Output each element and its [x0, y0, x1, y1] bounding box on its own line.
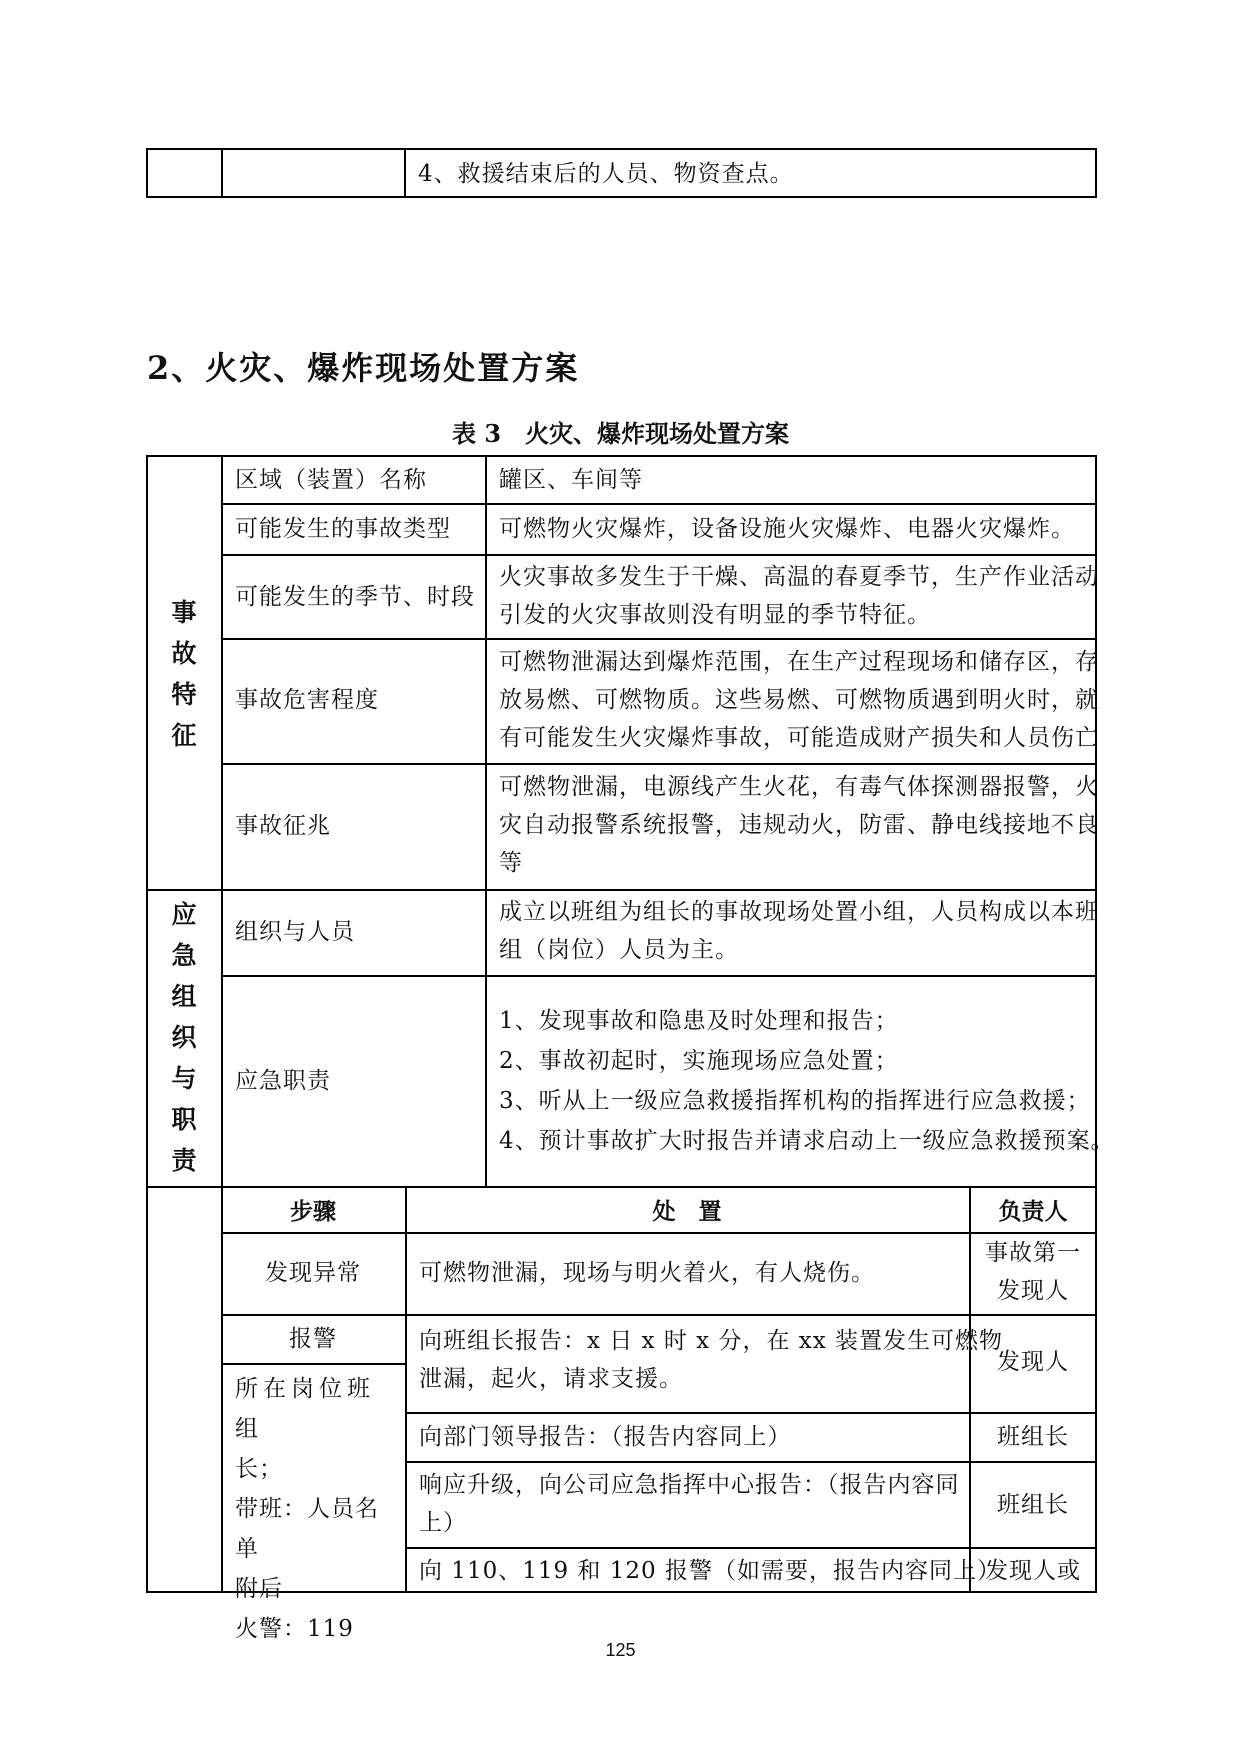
- alarm-note-line: 附后: [235, 1576, 283, 1602]
- alarm-note-line: 所在岗位班组: [235, 1376, 375, 1442]
- org-label-duties: 应急职责: [235, 1068, 331, 1094]
- feature-value-signs: [499, 768, 1099, 882]
- feature-value-type: 可燃物火灾爆炸，设备设施火灾爆炸、电器火灾爆炸。: [499, 516, 1075, 542]
- procedure-header-owner: 负责人: [998, 1198, 1068, 1225]
- procedure-action-line: 泄漏，起火，请求支援。: [419, 1366, 683, 1392]
- procedure-owner-discover-line: 事故第一: [985, 1240, 1081, 1266]
- org-value-people-line: 组（岗位）人员为主。: [499, 937, 739, 963]
- procedure-owner-call-emergency: 发现人或: [985, 1558, 1081, 1584]
- procedure-header-step: 步骤: [290, 1198, 336, 1225]
- feature-value-severity-line: 放易燃、可燃物质。这些易燃、可燃物质遇到明火时，就: [499, 687, 1099, 713]
- feature-value-season: [499, 558, 1099, 634]
- feature-value-area: 罐区、车间等: [499, 467, 643, 493]
- procedure-owner-discover: [969, 1234, 1097, 1310]
- feature-label-type: 可能发生的事故类型: [235, 516, 451, 542]
- procedure-action-report-leader: [419, 1322, 1003, 1398]
- duty-item: 2、事故初起时，实施现场应急处置；: [499, 1048, 899, 1074]
- procedure-owner-report-leader: 发现人: [997, 1349, 1069, 1375]
- feature-value-severity-line: 可燃物泄漏达到爆炸范围，在生产过程现场和储存区，存: [499, 649, 1099, 675]
- feature-label-signs: 事故征兆: [235, 813, 331, 839]
- procedure-step-discover: 发现异常: [265, 1260, 361, 1286]
- procedure-action-line: 响应升级，向公司应急指挥中心报告：（报告内容同: [419, 1472, 960, 1498]
- feature-value-severity-line: 有可能发生火灾爆炸事故，可能造成财产损失和人员伤亡: [499, 725, 1099, 751]
- procedure-header-action: 处 置: [652, 1198, 722, 1225]
- org-label-people: 组织与人员: [235, 919, 355, 945]
- procedure-action-call-emergency: 向 110、119 和 120 报警（如需要，报告内容同上）: [419, 1558, 1001, 1584]
- procedure-action-escalate: [419, 1466, 960, 1542]
- table-caption: 表 3 火灾、爆炸现场处置方案: [451, 419, 790, 448]
- organization-group-label: 应急组织与职责: [171, 900, 197, 1175]
- section-heading: 2、火灾、爆炸现场处置方案: [147, 349, 580, 387]
- features-group-label: 事故特征: [171, 598, 197, 750]
- duty-item: 4、预计事故扩大时报告并请求启动上一级应急救援预案。: [499, 1128, 1115, 1154]
- procedure-owner-report-dept: 班组长: [997, 1424, 1069, 1450]
- feature-label-area: 区域（装置）名称: [235, 467, 427, 493]
- feature-label-season: 可能发生的季节、时段: [235, 584, 475, 610]
- procedure-step-alarm-note: [235, 1369, 401, 1649]
- procedure-owner-escalate: 班组长: [997, 1492, 1069, 1518]
- org-value-duties: [499, 1001, 1115, 1161]
- feature-value-signs-line: 灾自动报警系统报警，违规动火，防雷、静电线接地不良: [499, 812, 1099, 838]
- feature-value-severity: [499, 643, 1099, 757]
- procedure-action-line: 向班组长报告：x 日 x 时 x 分，在 xx 装置发生可燃物: [419, 1328, 1004, 1354]
- procedure-action-report-dept: 向部门领导报告：（报告内容同上）: [419, 1424, 792, 1450]
- alarm-note-line: 火警：119: [235, 1616, 354, 1642]
- procedure-action-discover: 可燃物泄漏，现场与明火着火，有人烧伤。: [419, 1260, 875, 1286]
- procedure-action-line: 上）: [419, 1510, 467, 1536]
- alarm-note-line: 长；: [235, 1456, 283, 1482]
- org-value-people-line: 成立以班组为组长的事故现场处置小组，人员构成以本班: [499, 899, 1099, 925]
- top-table-row-text: 4、救援结束后的人员、物资查点。: [418, 161, 794, 187]
- feature-label-severity: 事故危害程度: [235, 687, 379, 713]
- duty-item: 3、听从上一级应急救援指挥机构的指挥进行应急救援；: [499, 1088, 1091, 1114]
- procedure-step-alarm: 报警: [289, 1326, 337, 1352]
- alarm-note-line: 带班：人员名单: [235, 1496, 379, 1562]
- feature-value-season-line: 引发的火灾事故则没有明显的季节特征。: [499, 602, 931, 628]
- org-value-people: [499, 893, 1099, 969]
- procedure-owner-discover-line: 发现人: [997, 1278, 1069, 1304]
- page-number: 125: [605, 1640, 636, 1660]
- feature-value-season-line: 火灾事故多发生于干燥、高温的春夏季节，生产作业活动: [499, 564, 1099, 590]
- feature-value-signs-line: 等: [499, 850, 523, 876]
- feature-value-signs-line: 可燃物泄漏，电源线产生火花，有毒气体探测器报警，火: [499, 774, 1099, 800]
- duty-item: 1、发现事故和隐患及时处理和报告；: [499, 1008, 899, 1034]
